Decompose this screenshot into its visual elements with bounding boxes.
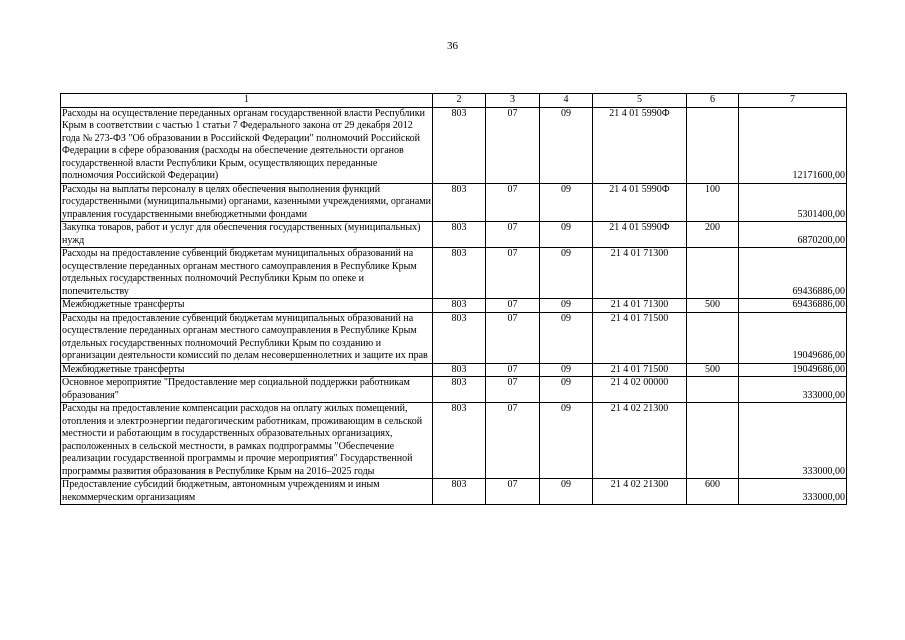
expense-name-cell: Межбюджетные трансферты: [61, 363, 433, 377]
table-row: [61, 377, 847, 403]
amount-cell: 12171600,00: [739, 107, 847, 183]
subsection-cell: 09: [540, 403, 593, 479]
section-cell: 07: [486, 479, 540, 505]
amount-cell: 69436886,00: [739, 299, 847, 313]
subsection-cell: 09: [540, 377, 593, 403]
subsection-cell: 09: [540, 312, 593, 363]
amount-cell: 69436886,00: [739, 248, 847, 299]
budget-table: [60, 93, 847, 505]
amount-cell: 5301400,00: [739, 183, 847, 222]
page-number: 36: [447, 40, 458, 52]
table-row: [61, 403, 847, 479]
section-cell: 07: [486, 248, 540, 299]
target-article-cell: 21 4 01 71300: [593, 248, 687, 299]
target-article-cell: 21 4 02 21300: [593, 479, 687, 505]
amount-cell: 333000,00: [739, 377, 847, 403]
expense-name-cell: Закупка товаров, работ и услуг для обеспечения государственных (муниципальных) нужд: [61, 222, 433, 248]
amount-cell: 333000,00: [739, 479, 847, 505]
expense-type-cell: 600: [687, 479, 739, 505]
expense-name-cell: Расходы на предоставление компенсации расходов на оплату жилых помещений, отопления и электроэнергии педагогическим работникам, проживающим в сельской местности и работающим в государственных образовательных организациях, расположенных в сельской местности, в рамках подпрограммы "Обеспечение реализации государственной программы и прочие мероприятия" Государственной программы развития образования в Республике Крым на 2016–2025 годы: [61, 403, 433, 479]
section-cell: 07: [486, 377, 540, 403]
subsection-cell: 09: [540, 363, 593, 377]
expense-type-cell: [687, 248, 739, 299]
expense-name-cell: Расходы на предоставление субвенций бюджетам муниципальных образований на осуществление переданных органам местного самоуправления в Республике Крым отдельных государственных полномочий Республики Крым по опеке и попечительству: [61, 248, 433, 299]
table-row: [61, 299, 847, 313]
ved-cell: 803: [433, 377, 486, 403]
table-row: [61, 107, 847, 183]
section-cell: 07: [486, 183, 540, 222]
table-header-row: [61, 94, 847, 108]
section-cell: 07: [486, 107, 540, 183]
expense-name-cell: Расходы на предоставление субвенций бюджетам муниципальных образований на осуществление переданных органам местного самоуправления в Республике Крым отдельных государственных полномочий Республики Крым по созданию и организации деятельности комиссий по делам несовершеннолетних и защите их прав: [61, 312, 433, 363]
column-header: 3: [486, 94, 540, 108]
column-header: 7: [739, 94, 847, 108]
expense-type-cell: [687, 403, 739, 479]
amount-cell: 333000,00: [739, 403, 847, 479]
target-article-cell: 21 4 01 71500: [593, 312, 687, 363]
column-header: 1: [61, 94, 433, 108]
subsection-cell: 09: [540, 222, 593, 248]
expense-type-cell: 100: [687, 183, 739, 222]
expense-name-cell: Межбюджетные трансферты: [61, 299, 433, 313]
expense-type-cell: [687, 312, 739, 363]
amount-cell: 6870200,00: [739, 222, 847, 248]
subsection-cell: 09: [540, 248, 593, 299]
section-cell: 07: [486, 363, 540, 377]
subsection-cell: 09: [540, 299, 593, 313]
ved-cell: 803: [433, 222, 486, 248]
expense-type-cell: [687, 377, 739, 403]
amount-cell: 19049686,00: [739, 363, 847, 377]
ved-cell: 803: [433, 183, 486, 222]
target-article-cell: 21 4 01 5990Ф: [593, 222, 687, 248]
target-article-cell: 21 4 02 21300: [593, 403, 687, 479]
table-row: [61, 183, 847, 222]
expense-type-cell: [687, 107, 739, 183]
subsection-cell: 09: [540, 183, 593, 222]
ved-cell: 803: [433, 107, 486, 183]
target-article-cell: 21 4 01 5990Ф: [593, 183, 687, 222]
section-cell: 07: [486, 312, 540, 363]
ved-cell: 803: [433, 363, 486, 377]
table-row: [61, 222, 847, 248]
table-row: [61, 248, 847, 299]
target-article-cell: 21 4 01 71300: [593, 299, 687, 313]
expense-type-cell: 500: [687, 299, 739, 313]
target-article-cell: 21 4 01 71500: [593, 363, 687, 377]
table-row: [61, 312, 847, 363]
section-cell: 07: [486, 403, 540, 479]
expense-type-cell: 200: [687, 222, 739, 248]
section-cell: 07: [486, 299, 540, 313]
column-header: 6: [687, 94, 739, 108]
ved-cell: 803: [433, 299, 486, 313]
column-header: 5: [593, 94, 687, 108]
ved-cell: 803: [433, 403, 486, 479]
table-row: [61, 479, 847, 505]
ved-cell: 803: [433, 312, 486, 363]
expense-name-cell: Расходы на осуществление переданных органам государственной власти Республики Крым в соответствии с частью 1 статьи 7 Федерального закона от 29 декабря 2012 года № 273-ФЗ "Об образовании в Российской Федерации" полномочий Российской Федерации в сфере образования (расходы на обеспечение деятельности органов государственной власти Республики Крым, осуществляющих переданные полномочия Российской Федерации): [61, 107, 433, 183]
expense-type-cell: 500: [687, 363, 739, 377]
target-article-cell: 21 4 01 5990Ф: [593, 107, 687, 183]
subsection-cell: 09: [540, 479, 593, 505]
column-header: 2: [433, 94, 486, 108]
amount-cell: 19049686,00: [739, 312, 847, 363]
ved-cell: 803: [433, 479, 486, 505]
subsection-cell: 09: [540, 107, 593, 183]
ved-cell: 803: [433, 248, 486, 299]
target-article-cell: 21 4 02 00000: [593, 377, 687, 403]
table-row: [61, 363, 847, 377]
expense-name-cell: Основное мероприятие "Предоставление мер социальной поддержки работникам образования": [61, 377, 433, 403]
section-cell: 07: [486, 222, 540, 248]
expense-name-cell: Предоставление субсидий бюджетным, автономным учреждениям и иным некоммерческим организациям: [61, 479, 433, 505]
column-header: 4: [540, 94, 593, 108]
expense-name-cell: Расходы на выплаты персоналу в целях обеспечения выполнения функций государственными (муниципальными) органами, казенными учреждениями, органами управления государственными внебюджетными фондами: [62, 183, 431, 220]
